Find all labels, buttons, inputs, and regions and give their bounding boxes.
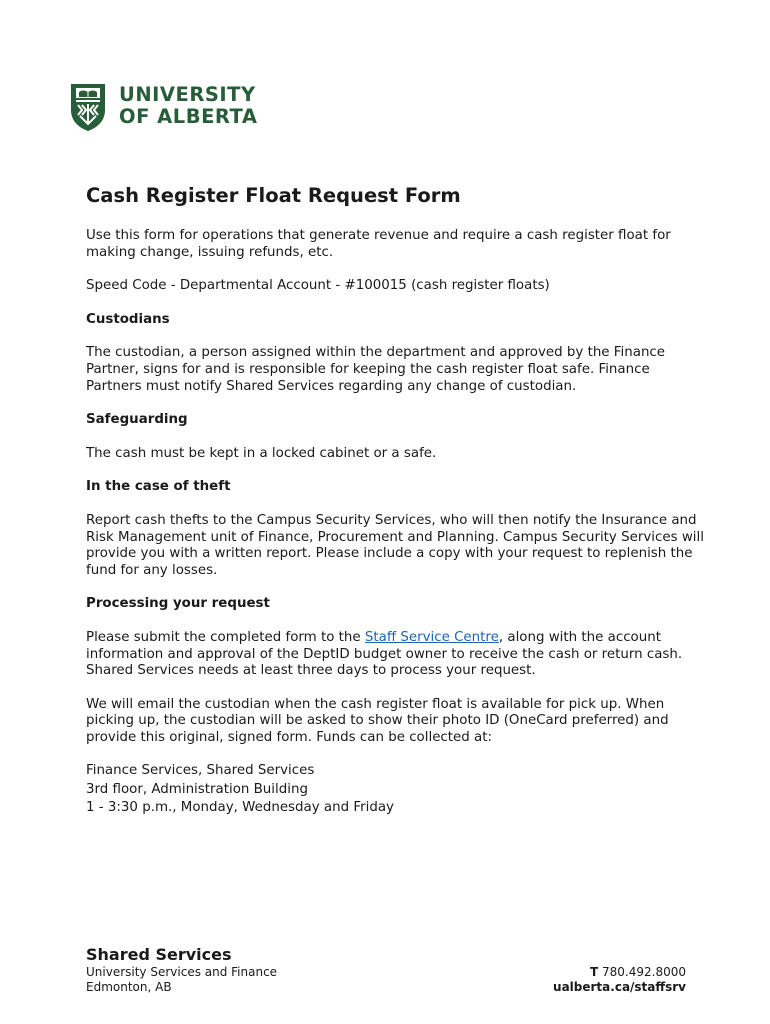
processing-heading: Processing your request (86, 596, 270, 612)
logo-line-2: OF ALBERTA (119, 105, 258, 128)
footer-phone (553, 965, 686, 980)
document-body (86, 184, 706, 818)
intro-paragraph: Use this form for operations that generate revenue and require a cash register float for making change, issuing refunds, etc. (86, 228, 671, 260)
theft-paragraph: Report cash thefts to the Campus Security Services, who will then notify the Insurance and Risk Management unit of Finance, Procurement and Planning. Campus Security Services will provide you with a written report. Please include a copy with your request to replenish the fund for any losses. (86, 512, 704, 578)
footer-line-1: University Services and Finance (86, 965, 278, 979)
address-line-1: Finance Services, Shared Services (86, 763, 315, 779)
processing-text-before-link: Please submit the completed form to the (86, 629, 365, 645)
theft-heading: In the case of theft (86, 479, 231, 495)
address-line-2: 3rd floor, Administration Building (86, 781, 308, 797)
safeguarding-heading: Safeguarding (86, 412, 188, 428)
processing-paragraph (86, 630, 706, 680)
safeguarding-paragraph: The cash must be kept in a locked cabinet or a safe. (86, 445, 437, 461)
university-crest-icon (69, 80, 107, 132)
speed-code-paragraph: Speed Code - Departmental Account - #100015 (cash register floats) (86, 278, 550, 294)
phone-number: 780.492.8000 (602, 965, 686, 979)
logo-line-1: UNIVERSITY (119, 83, 256, 106)
website-text: ualberta.ca/staffsrv (553, 980, 686, 994)
pickup-address (86, 763, 706, 816)
logo-wordmark (119, 84, 257, 128)
phone-label: T (590, 965, 599, 979)
university-logo (69, 80, 257, 132)
footer-line-2: Edmonton, AB (86, 980, 172, 994)
footer (86, 945, 686, 995)
footer-website (553, 980, 686, 995)
custodians-heading: Custodians (86, 311, 170, 327)
footer-title: Shared Services (86, 945, 232, 964)
footer-contact (553, 965, 686, 995)
staff-service-centre-link[interactable]: Staff Service Centre (364, 629, 499, 645)
pickup-paragraph: We will email the custodian when the cash register float is available for pick up. When picking up, the custodian will be asked to show their photo ID (OneCard preferred) and provide this original, signed form. Funds can be collected at: (86, 696, 669, 745)
page-title: Cash Register Float Request Form (86, 184, 461, 207)
custodians-paragraph: The custodian, a person assigned within the department and approved by the Finance Partner, signs for and is responsible for keeping the cash register float safe. Finance Partners must notify Shared Services regarding any change of custodian. (86, 345, 666, 394)
address-line-3: 1 - 3:30 p.m., Monday, Wednesday and Friday (86, 799, 394, 815)
processing-text-after-link: , along with the account information and approval of the DeptID budget owner to receive the cash or return cash. Shared Services needs at least three days to process your request. (86, 629, 683, 679)
